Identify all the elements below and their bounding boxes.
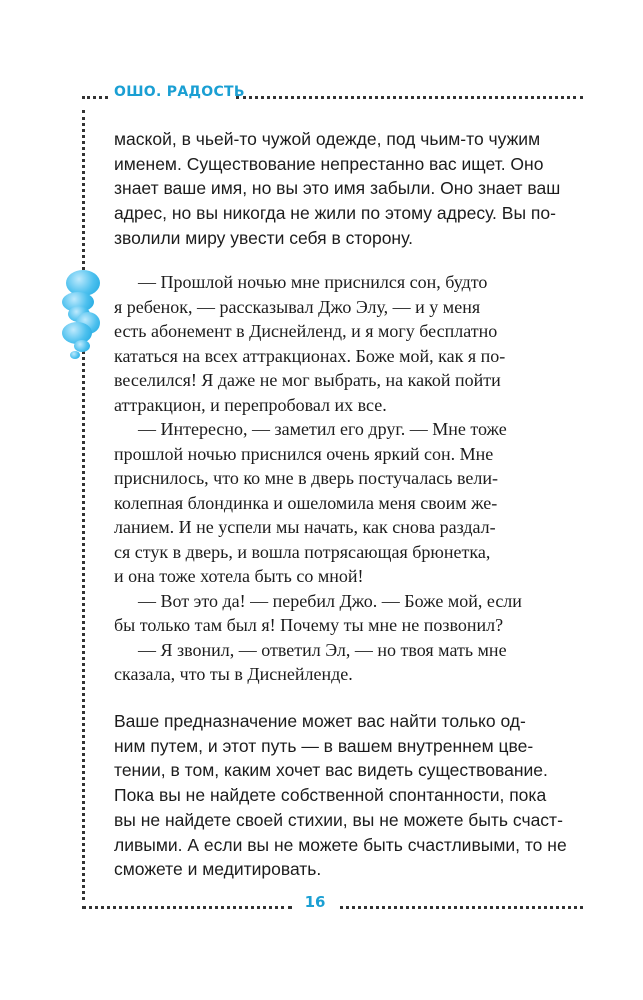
- text-line: есть абонемент в Диснейленд, и я могу бесплатно: [114, 321, 498, 341]
- text-line: вы не найдете своей стихии, вы не можете быть счаст-: [114, 809, 563, 830]
- text-line: именем. Существование непрестанно вас ищет. Оно: [114, 153, 544, 174]
- text-line: приснилось, что ко мне в дверь постучалась вели-: [114, 468, 498, 488]
- text-line: ним путем, и этот путь — в вашем внутреннем цве-: [114, 735, 534, 756]
- page-number: 16: [304, 893, 326, 911]
- text-line: аттракцион, и перепробовал их все.: [114, 394, 387, 415]
- text-line: тении, в том, каким хочет вас видеть существование.: [114, 760, 548, 781]
- text-line: — Прошлой ночью мне приснился сон, будто: [138, 272, 488, 292]
- text-line: Пока вы не найдете собственной спонтанности, пока: [114, 785, 547, 806]
- text-line: — Вот это да! — перебил Джо. — Боже мой, если: [138, 590, 522, 611]
- text-line: я ребенок, — рассказывал Джо Элу, — и у меня: [114, 296, 481, 317]
- header-rule-right: [236, 96, 583, 99]
- text-line: колепная блондинка и ошеломила меня своим же-: [114, 492, 498, 513]
- footer-rule-left: [82, 906, 292, 909]
- text-line: Ваше предназначение может вас найти только од-: [114, 711, 526, 731]
- text-line: бы только там был я! Почему ты мне не позвонил?: [114, 615, 504, 635]
- margin-rule: [82, 110, 85, 900]
- bubble-icon: [70, 351, 80, 359]
- text-line: — Интересно, — заметил его друг. — Мне тоже: [138, 419, 507, 439]
- text-line: ланием. И не успели мы начать, как снова раздал-: [114, 517, 496, 537]
- paragraph-conclusion: [114, 709, 584, 882]
- text-line: маской, в чьей-то чужой одежде, под чьим-то чужим: [114, 129, 541, 149]
- header-rule-left: [82, 96, 108, 99]
- text-line: прошлой ночью приснился очень яркий сон. Мне: [114, 443, 494, 464]
- text-line: и она тоже хотела быть со мной!: [114, 566, 364, 586]
- text-line: зволили миру увести себя в сторону.: [114, 227, 413, 248]
- text-line: кататься на всех аттракционах. Боже мой, как я по-: [114, 345, 506, 366]
- paragraph-intro: [114, 127, 584, 251]
- text-line: веселился! Я даже не мог выбрать, на какой пойти: [114, 370, 501, 390]
- footer-rule-right: [340, 906, 583, 909]
- text-line: сказала, что ты в Диснейленде.: [114, 664, 353, 684]
- text-line: сможете и медитировать.: [114, 859, 322, 880]
- text-line: ся стук в дверь, и вошла потрясающая брюнетка,: [114, 541, 491, 562]
- running-title: ОШО. РАДОСТЬ: [114, 84, 245, 100]
- text-line: знает ваше имя, но вы это имя забыли. Оно знает ваш: [114, 178, 561, 199]
- text-line: ливыми. А если вы не можете быть счастливыми, то не: [114, 834, 567, 855]
- text-line: адрес, но вы никогда не жили по этому адресу. Вы по-: [114, 203, 556, 224]
- text-line: — Я звонил, — ответил Эл, — но твоя мать мне: [138, 639, 507, 660]
- story-anecdote: [114, 270, 584, 687]
